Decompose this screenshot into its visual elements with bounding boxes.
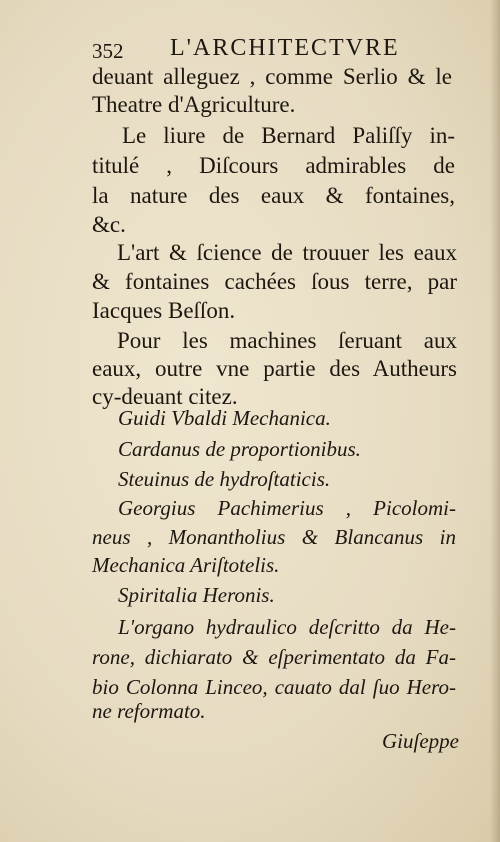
page-number: 352 — [92, 39, 124, 63]
running-head: L'ARCHITECTVRE — [170, 35, 400, 61]
italic-line: ne reformato. — [92, 699, 206, 723]
text-line: cy-deuant citez. — [92, 384, 238, 409]
italic-line: Guidi Vbaldi Mechanica. — [118, 406, 331, 430]
italic-line: rone, dichiarato & eſperimentato da Fa- — [92, 645, 456, 669]
italic-line: Spiritalia Heronis. — [118, 583, 275, 607]
italic-line: Steuinus de hydroſtaticis. — [118, 467, 331, 491]
text-line: & fontaines cachées ſous terre, par — [92, 269, 457, 294]
text-line: Le liure de Bernard Paliſſy in- — [122, 123, 455, 148]
text-line: L'art & ſcience de trouuer les eaux — [117, 240, 457, 265]
italic-line: Mechanica Ariſtotelis. — [92, 553, 280, 577]
page-edge-shadow — [490, 0, 500, 842]
italic-line: neus , Monantholius & Blancanus in — [92, 525, 456, 549]
text-line: Iacques Beſſon. — [92, 298, 236, 323]
text-line: titulé , Diſcours admirables de — [92, 153, 455, 178]
text-line: la nature des eaux & fontaines, — [92, 183, 455, 208]
text-line: eaux, outre vne partie des Autheurs — [92, 356, 457, 381]
italic-line: L'organo hydraulico deſcritto da He- — [118, 615, 456, 639]
text-line: Pour les machines ſeruant aux — [117, 328, 457, 353]
text-line: Theatre d'Agriculture. — [92, 92, 296, 117]
italic-line: Georgius Pachimerius , Picolomi- — [118, 496, 456, 520]
text-line: deuant alleguez , comme Serlio & le — [92, 64, 452, 89]
text-line: &c. — [92, 212, 126, 237]
catchword: Giuſeppe — [382, 729, 459, 753]
italic-line: Cardanus de proportionibus. — [118, 437, 361, 461]
italic-line: bio Colonna Linceo, cauato dal ſuo Hero- — [92, 675, 456, 699]
